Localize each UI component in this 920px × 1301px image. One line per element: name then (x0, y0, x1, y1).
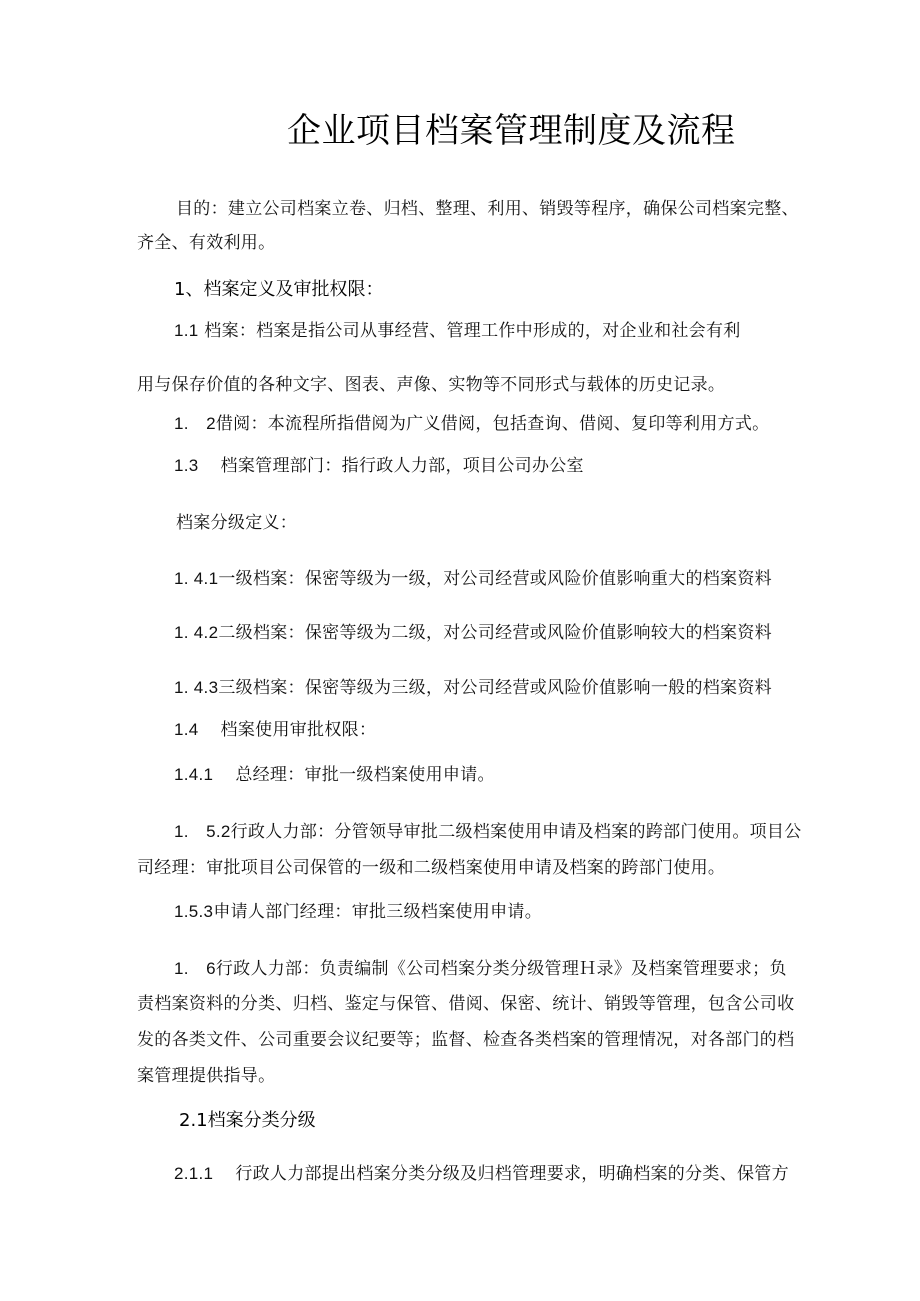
clause-1-2 (174, 415, 769, 433)
clause-1-4-text: 档案使用审批权限： (220, 720, 377, 740)
clause-1-2-number: 1. 2 (174, 414, 216, 433)
clause-1-4-1-text: 一级档案：保密等级为一级，对公司经营或风险价值影响重大的档案资料 (218, 569, 772, 589)
clause-2-1-1-text: 行政人力部提出档案分类分级及归档管理要求，明确档案的分类、保管方 (235, 1164, 789, 1184)
clause-1-3-number: 1.3 (174, 456, 199, 475)
clause-1-6-line-2: 责档案资料的分类、归档、鉴定与保管、借阅、保密、统计、销毁等管理，包含公司收 (137, 994, 795, 1014)
clause-1-4-1-approval (174, 766, 495, 784)
clause-1-4-2 (174, 624, 772, 642)
purpose-line-1: 目的：建立公司档案立卷、归档、整理、利用、销毁等程序，确保公司档案完整、 (176, 199, 799, 219)
clause-1-4-3-text: 三级档案：保密等级为三级，对公司经营或风险价值影响一般的档案资料 (218, 678, 772, 698)
clause-1-4-1-approval-number: 1.4.1 (174, 765, 214, 784)
clause-1-6-number: 1. 6 (174, 959, 216, 978)
clause-1-5-2-line-1 (174, 823, 802, 841)
clause-1-4-number: 1.4 (174, 720, 199, 739)
clause-2-1-1 (174, 1165, 789, 1183)
clause-1-4-2-text: 二级档案：保密等级为二级，对公司经营或风险价值影响较大的档案资料 (218, 623, 772, 643)
section-2-1-heading: 2.1档案分类分级 (179, 1110, 316, 1131)
clause-1-5-3 (174, 903, 542, 921)
clause-1-2-text: 借阅：本流程所指借阅为广义借阅，包括查询、借阅、复印等利用方式。 (215, 414, 770, 434)
clause-1-4-1 (174, 570, 772, 588)
clause-1-1-number: 1.1 (174, 321, 199, 340)
clause-1-1-line-2: 用与保存价值的各种文字、图表、声像、实物等不同形式与载体的历史记录。 (137, 375, 726, 395)
clause-1-3 (174, 457, 584, 475)
clause-1-1-text: 档案：档案是指公司从事经营、管理工作中形成的，对企业和社会有利 (204, 321, 741, 341)
clause-1-4-2-number: 1. 4.2 (174, 623, 219, 642)
clause-1-4-3-number: 1. 4.3 (174, 678, 219, 697)
clause-2-1-1-number: 2.1.1 (174, 1164, 214, 1183)
clause-1-4 (174, 721, 376, 739)
clause-1-5-3-text: 申请人部门经理：审批三级档案使用申请。 (213, 902, 543, 922)
clause-1-5-2-text: 行政人力部：分管领导审批二级档案使用申请及档案的跨部门使用。项目公 (230, 822, 802, 842)
clause-1-1-line-1 (174, 322, 741, 340)
clause-1-5-3-number: 1.5.3 (174, 902, 214, 921)
clause-1-6-line-1 (174, 960, 787, 978)
clause-1-3-text: 档案管理部门：指行政人力部，项目公司办公室 (220, 456, 584, 476)
clause-1-6-line-4: 案管理提供指导。 (137, 1066, 276, 1086)
section-1-heading: 1、档案定义及审批权限： (174, 279, 384, 300)
purpose-line-2: 齐全、有效利用。 (137, 233, 276, 253)
clause-1-4-1-number: 1. 4.1 (174, 569, 219, 588)
clause-1-4-1-approval-text: 总经理：审批一级档案使用申请。 (235, 765, 495, 785)
clause-1-6-line-3: 发的各类文件、公司重要会议纪要等；监督、检查各类档案的管理情况，对各部门的档 (137, 1030, 795, 1050)
clause-1-5-2-number: 1. 5.2 (174, 822, 231, 841)
clause-1-6-text: 行政人力部：负责编制《公司档案分类分级管理Ｈ录》及档案管理要求；负 (215, 959, 787, 979)
grading-definition-label: 档案分级定义： (176, 513, 298, 533)
clause-1-5-2-line-2: 司经理：审批项目公司保管的一级和二级档案使用申请及档案的跨部门使用。 (137, 858, 726, 878)
clause-1-4-3 (174, 679, 772, 697)
document-title: 企业项目档案管理制度及流程 (287, 111, 736, 151)
